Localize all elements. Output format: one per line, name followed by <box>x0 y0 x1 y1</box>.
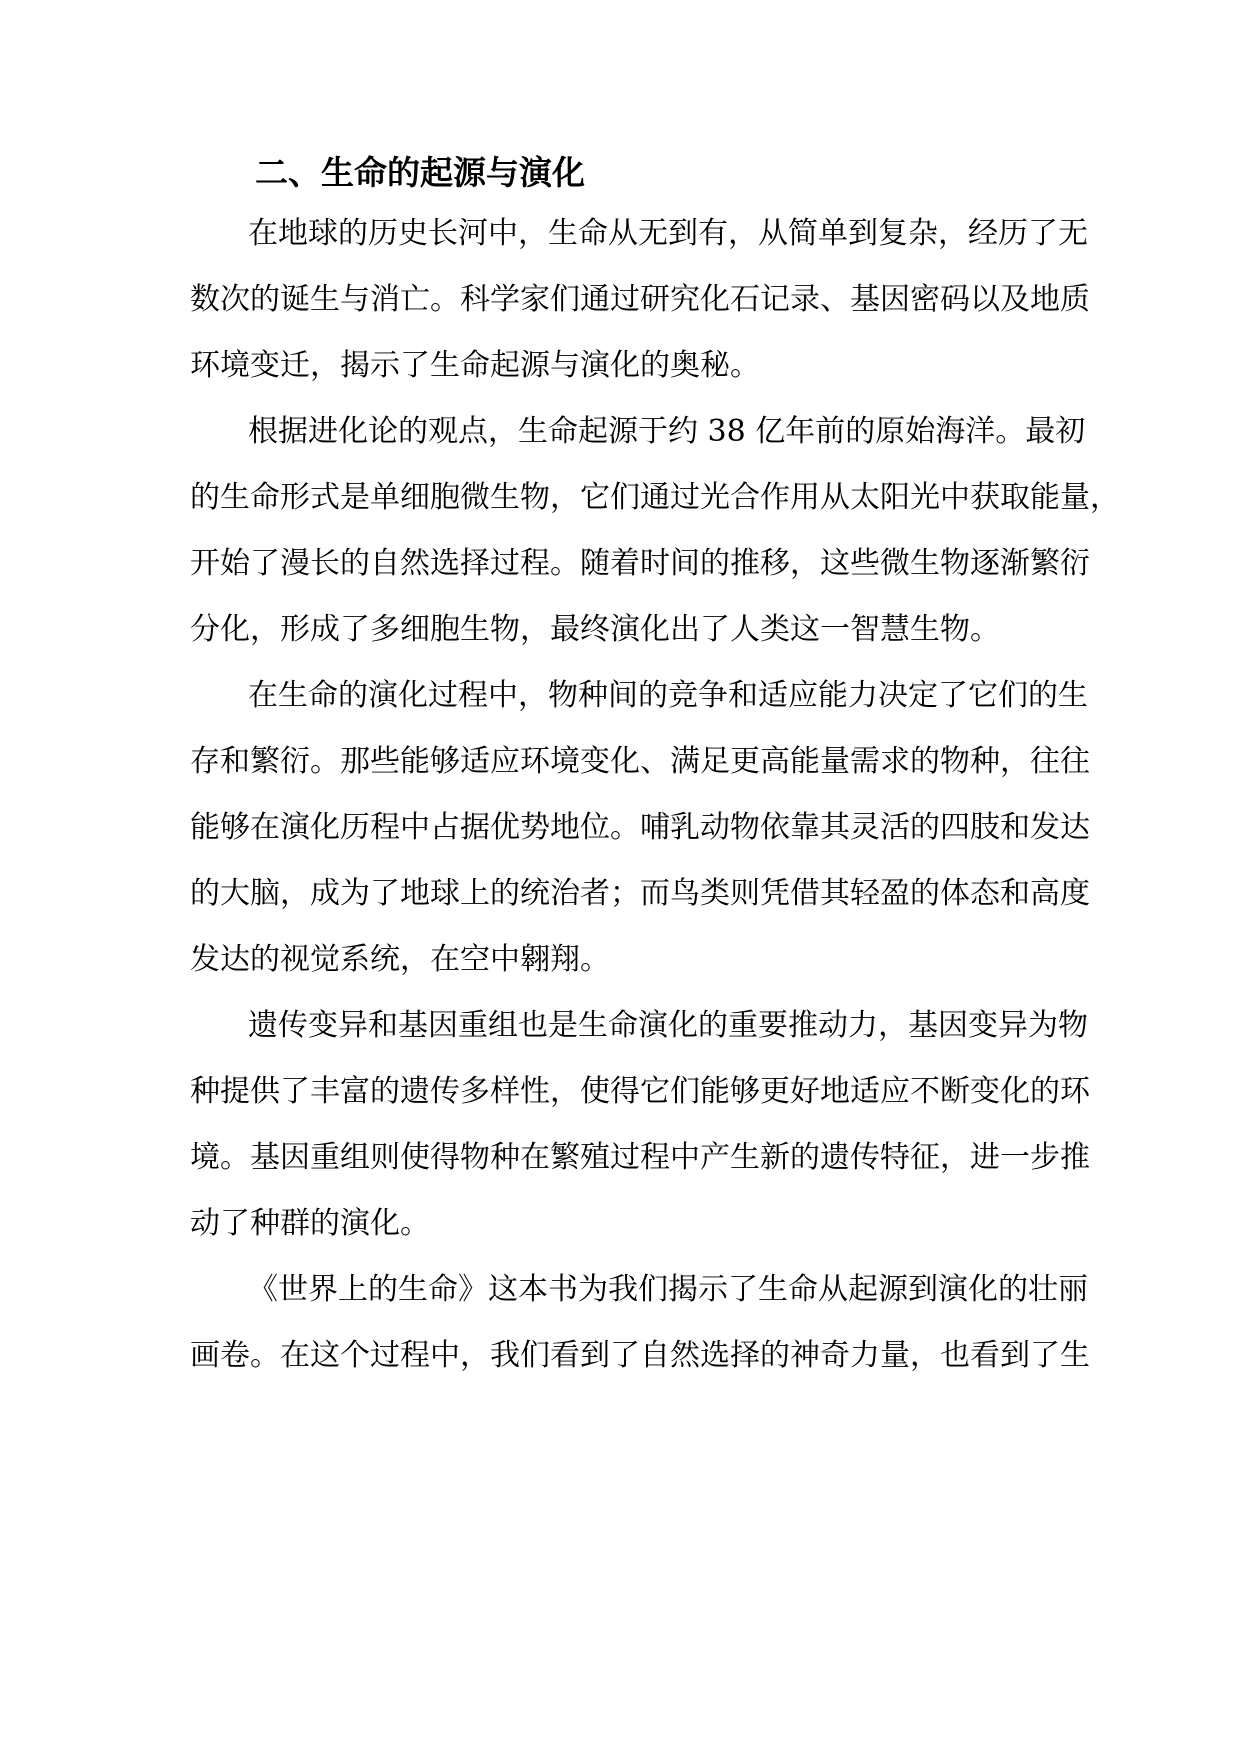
paragraph-line: 的生命形式是单细胞微生物，它们通过光合作用从太阳光中获取能量， <box>190 480 1120 515</box>
paragraph-line: 能够在演化历程中占据优势地位。哺乳动物依靠其灵活的四肢和发达 <box>190 810 1090 845</box>
paragraph-line: 分化，形成了多细胞生物，最终演化出了人类这一智慧生物。 <box>190 612 1000 647</box>
paragraph-line: 画卷。在这个过程中，我们看到了自然选择的神奇力量，也看到了生 <box>190 1338 1090 1373</box>
paragraph-line: 种提供了丰富的遗传多样性，使得它们能够更好地适应不断变化的环 <box>190 1074 1090 1109</box>
paragraph-line: 在生命的演化过程中，物种间的竞争和适应能力决定了它们的生 <box>248 678 1088 713</box>
paragraph-line: 根据进化论的观点，生命起源于约 38 亿年前的原始海洋。最初 <box>248 414 1086 449</box>
paragraph-line: 《世界上的生命》这本书为我们揭示了生命从起源到演化的壮丽 <box>248 1272 1088 1307</box>
paragraph-line: 存和繁衍。那些能够适应环境变化、满足更高能量需求的物种，往往 <box>190 744 1090 779</box>
paragraph-line: 数次的诞生与消亡。科学家们通过研究化石记录、基因密码以及地质 <box>190 282 1090 317</box>
paragraph-line: 在地球的历史长河中，生命从无到有，从简单到复杂，经历了无 <box>248 216 1088 251</box>
section-heading: 二、生命的起源与演化 <box>255 153 585 192</box>
paragraph-line: 境。基因重组则使得物种在繁殖过程中产生新的遗传特征，进一步推 <box>190 1140 1090 1175</box>
paragraph-line: 环境变迁，揭示了生命起源与演化的奥秘。 <box>190 348 760 383</box>
paragraph-line: 动了种群的演化。 <box>190 1206 430 1241</box>
paragraph-line: 开始了漫长的自然选择过程。随着时间的推移，这些微生物逐渐繁衍 <box>190 546 1090 581</box>
paragraph-line: 发达的视觉系统，在空中翱翔。 <box>190 942 610 977</box>
paragraph-line: 的大脑，成为了地球上的统治者；而鸟类则凭借其轻盈的体态和高度 <box>190 876 1090 911</box>
paragraph-line: 遗传变异和基因重组也是生命演化的重要推动力，基因变异为物 <box>248 1008 1088 1043</box>
